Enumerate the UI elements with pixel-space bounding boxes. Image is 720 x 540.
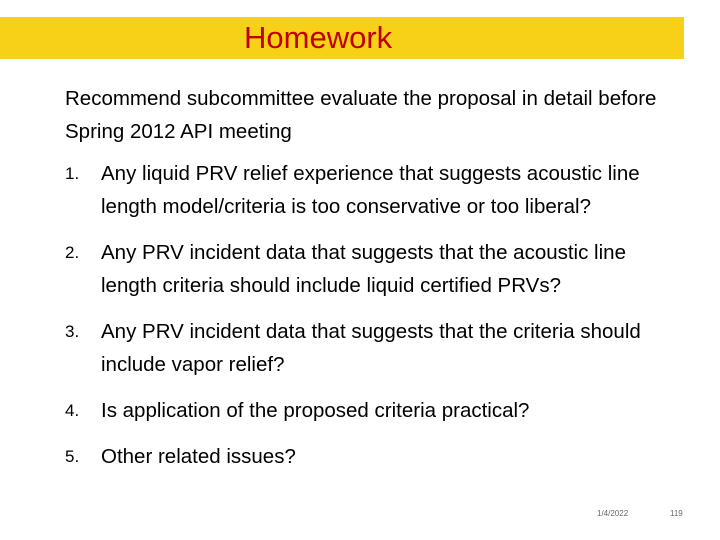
homework-list	[65, 157, 685, 486]
footer-page-number: 119	[670, 509, 683, 518]
list-item	[65, 315, 685, 381]
list-item	[65, 157, 685, 223]
list-item	[65, 440, 685, 473]
list-item	[65, 236, 685, 302]
list-item-text: Any liquid PRV relief experience that suggests acoustic line length model/criteria is too conservative or too liberal?	[101, 162, 640, 218]
list-item-number: 5.	[65, 447, 80, 466]
slide-title: Homework	[244, 20, 393, 55]
list-item-text: Any PRV incident data that suggests that the criteria should include vapor relief?	[101, 320, 641, 376]
list-item-number: 2.	[65, 243, 80, 262]
list-item	[65, 394, 685, 427]
intro-text: Recommend subcommittee evaluate the proposal in detail before Spring 2012 API meeting	[65, 87, 657, 143]
list-item-number: 4.	[65, 401, 80, 420]
list-item-text: Other related issues?	[101, 445, 296, 468]
list-item-text: Is application of the proposed criteria practical?	[101, 399, 530, 422]
footer-date: 1/4/2022	[597, 509, 629, 518]
list-item-number: 3.	[65, 322, 80, 341]
list-item-text: Any PRV incident data that suggests that the acoustic line length criteria should include liquid certified PRVs?	[101, 241, 626, 297]
list-item-number: 1.	[65, 164, 80, 183]
